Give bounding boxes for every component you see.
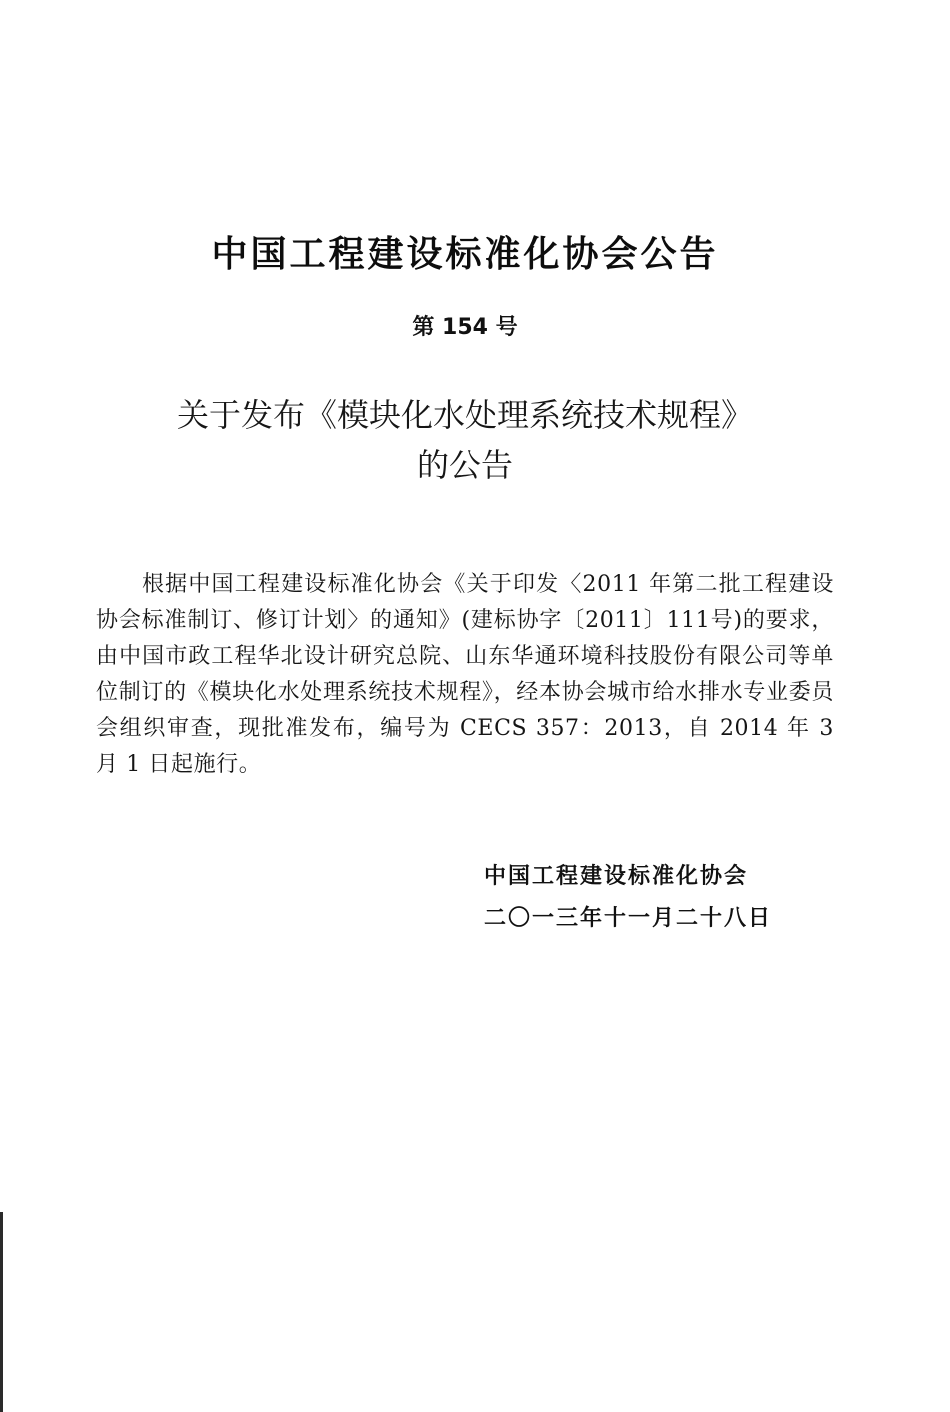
organization-announcement-heading: 中国工程建设标准化协会公告 bbox=[211, 234, 719, 275]
announcement-body-paragraph: 根据中国工程建设标准化协会《关于印发〈2011 年第二批工程建设协会标准制订、修订计划〉的通知》(建标协字〔2011〕111号)的要求，由中国市政工程华北设计研究总院、山东华通环境科技股份有限公司等单位制订的《模块化水处理系统技术规程》，经本协会城市给水排水专业委员会组织审查，现批准发布，编号为 CECS 357：2013，自 2014 年 3 月 1 日起施行。 bbox=[96, 572, 834, 777]
scan-edge-mark bbox=[0, 1212, 3, 1412]
announcement-title-line-2: 的公告 bbox=[416, 446, 513, 484]
announcement-title-line-1: 关于发布《模块化水处理系统技术规程》 bbox=[176, 396, 753, 434]
announcement-number: 第 154 号 bbox=[412, 315, 518, 340]
announcement-title bbox=[0, 390, 930, 490]
signature-date: 二〇一三年十一月二十八日 bbox=[484, 906, 773, 931]
signature-block bbox=[484, 856, 804, 940]
signature-organization: 中国工程建设标准化协会 bbox=[484, 864, 749, 889]
